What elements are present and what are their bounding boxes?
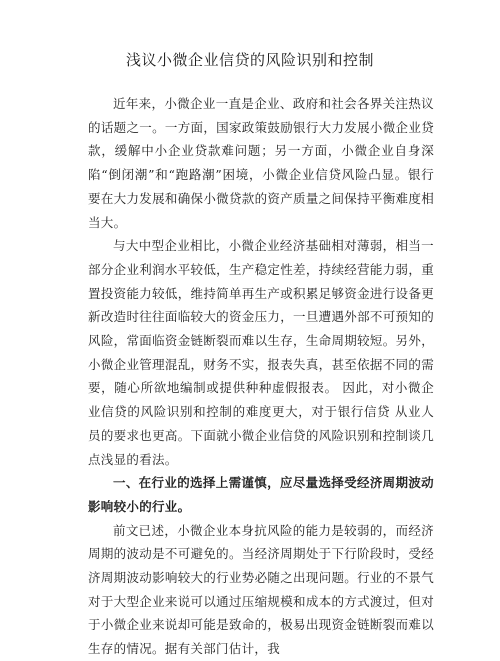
page-title: 浅议小微企业信贷的风险识别和控制: [125, 51, 374, 69]
paragraph-comparison: 与大中型企业相比，小微企业经济基础相对薄弱，相当一部分企业利润水平较低，生产稳定性差，持续经营能力弱，重置投资能力较低，维持简单再生产或积累足够资金进行设备更新改造时往往面临较大的资金压力，一旦遭遇外部不可预知的风险，常面临资金链断裂而难以生存，生命周期较短。另外，小微企业管理混乱，财务不实，报表失真，甚至依据不同的需要，随心所欲地编制或提供种种虚假报表。 因此，对小微企业信贷的风险识别和控制的难度更大，对于银行信贷 从业人员的要求也更高。下面就小微企业信贷的风险识别和控制谈几 点浅显的看法。: [88, 238, 434, 467]
section-heading: 一、在行业的选择上需谨慎，应尽量选择受经济周期波动影响较小的行业。: [88, 475, 434, 514]
paragraph-intro: 近年来，小微企业一直是企业、政府和社会各界关注热议的话题之一。一方面，国家政策鼓励银行大力发展小微企业贷款，缓解中小企业贷款难问题；另一方面，小微企业自身深陷“倒闭潮”和“跑路潮”困境，小微企业信贷风险凸显。银行要在大力发展和确保小微贷款的资产质量之间保持平衡难度相当大。: [88, 96, 434, 230]
document-body: [88, 92, 434, 661]
paragraph-section-1: 前文已述，小微企业本身抗风险的能力是较弱的，而经济周期的波动是不可避免的。当经济周期处于下行阶段时，受经济周期波动影响较大的行业势必随之出现问题。行业的不景气对于大型企业来说可以通过压缩规模和成本的方式渡过，但对于小微企业来说却可能是致命的，极易出现资金链断裂而难以生存的情况。据有关部门估计，我: [88, 522, 434, 657]
